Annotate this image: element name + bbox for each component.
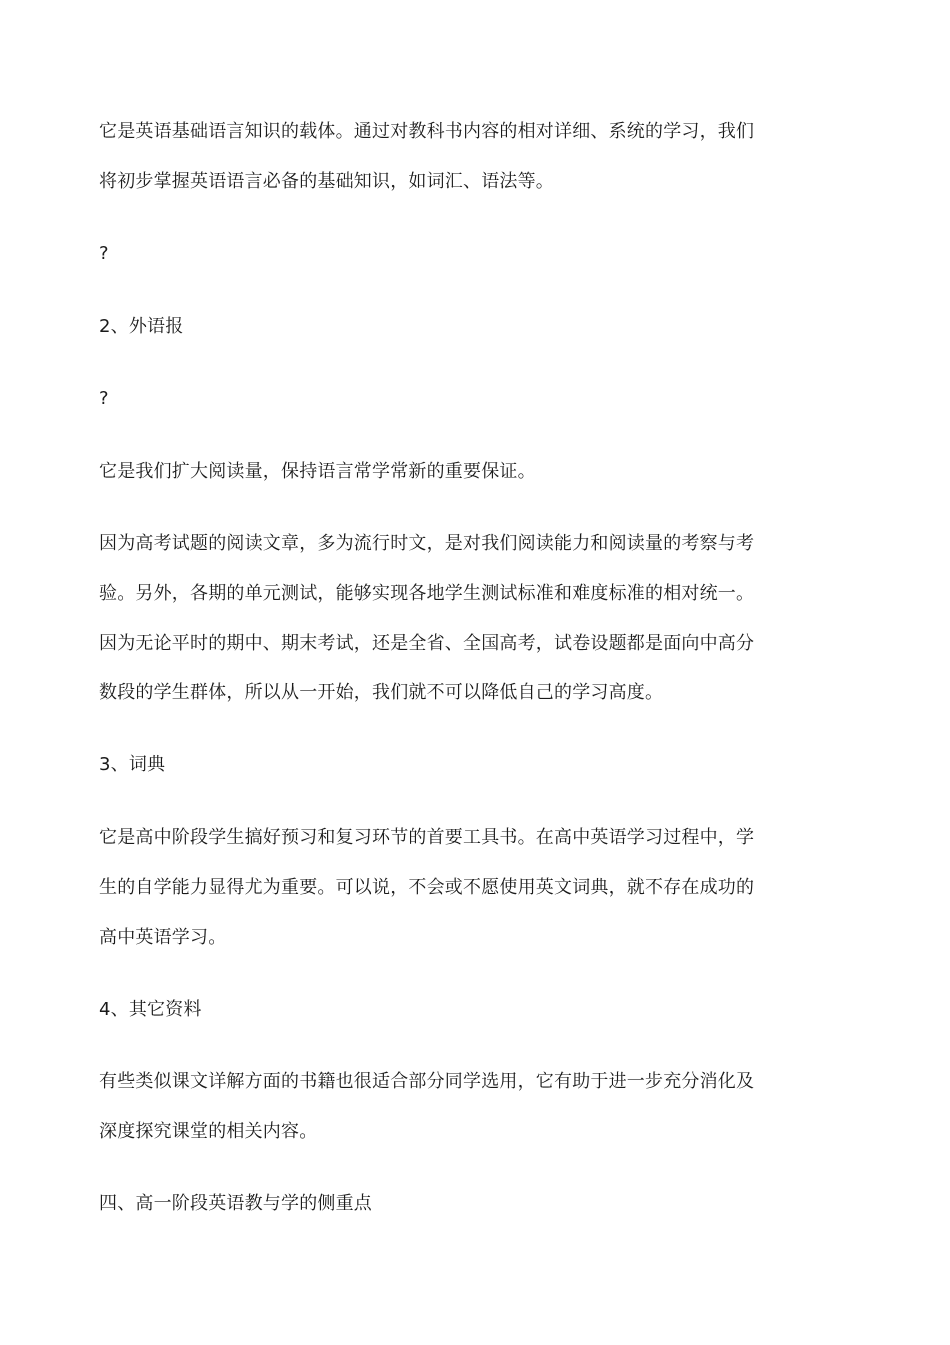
paragraph-exam-line-3: 因为无论平时的期中、期末考试，还是全省、全国高考，试卷设题都是面向中高分 — [99, 633, 755, 654]
paragraph-exam-line-1: 因为高考试题的阅读文章，多为流行时文，是对我们阅读能力和阅读量的考察与考 — [99, 533, 755, 554]
paragraph-textbook-line-1: 它是英语基础语言知识的载体。通过对教科书内容的相对详细、系统的学习，我们 — [99, 121, 755, 142]
heading-foreign-newspaper: 2、外语报 — [99, 316, 184, 337]
paragraph-other-line-1: 有些类似课文详解方面的书籍也很适合部分同学选用，它有助于进一步充分消化及 — [99, 1071, 755, 1092]
heading-dictionary: 3、词典 — [99, 754, 166, 775]
heading-other-materials: 4、其它资料 — [99, 999, 202, 1020]
paragraph-exam-line-2: 验。另外，各期的单元测试，能够实现各地学生测试标准和难度标准的相对统一。 — [99, 583, 755, 604]
paragraph-exam-line-4: 数段的学生群体，所以从一开始，我们就不可以降低自己的学习高度。 — [99, 682, 664, 703]
placeholder-mark: ? — [99, 243, 109, 264]
paragraph-dictionary-line-2: 生的自学能力显得尤为重要。可以说，不会或不愿使用英文词典，就不存在成功的 — [99, 877, 755, 898]
paragraph-dictionary-line-3: 高中英语学习。 — [99, 927, 227, 948]
placeholder-mark: ? — [99, 388, 109, 409]
paragraph-textbook-line-2: 将初步掌握英语语言必备的基础知识，如词汇、语法等。 — [99, 171, 554, 192]
section-heading-grade-one-focus: 四、高一阶段英语教与学的侧重点 — [99, 1193, 372, 1214]
paragraph-dictionary-line-1: 它是高中阶段学生搞好预习和复习环节的首要工具书。在高中英语学习过程中，学 — [99, 827, 755, 848]
paragraph-other-line-2: 深度探究课堂的相关内容。 — [99, 1121, 318, 1142]
paragraph-newspaper: 它是我们扩大阅读量，保持语言常学常新的重要保证。 — [99, 461, 536, 482]
